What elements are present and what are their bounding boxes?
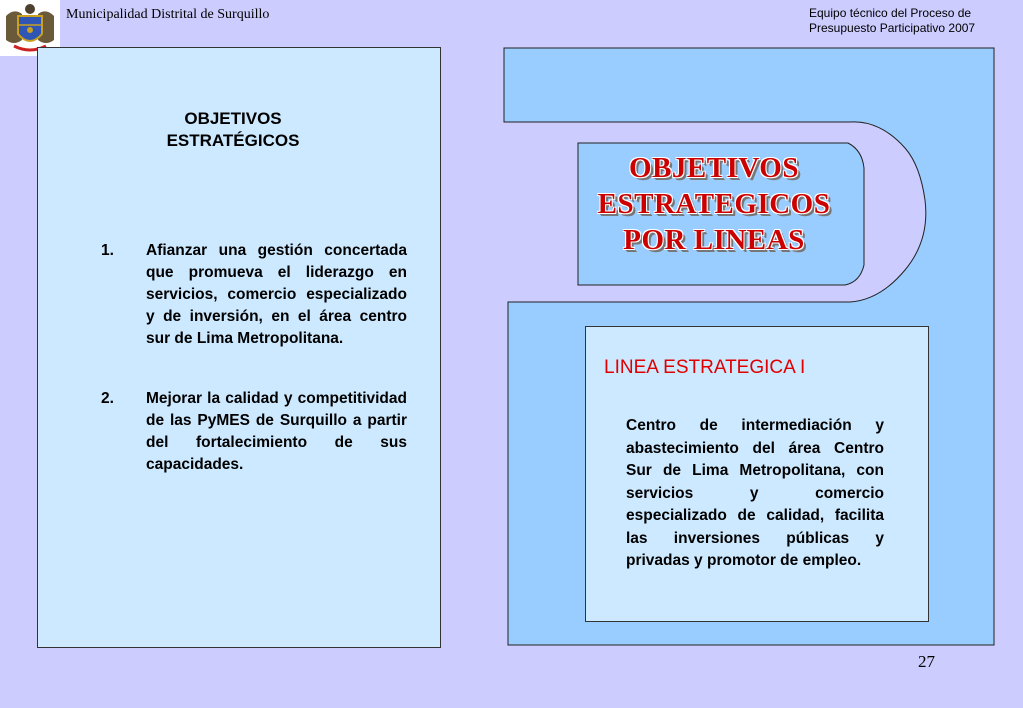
team-line-1: Equipo técnico del Proceso de — [809, 6, 972, 20]
list-item-number: 2. — [101, 390, 114, 407]
list-item-text: Afianzar una gestión concertada que promueva el liderazgo en servicios, comercio especializado y de inversión, en el área centro sur de Lima Metropolitana. — [146, 242, 407, 347]
strategic-title-line-3: POR LINEAS — [623, 224, 805, 256]
team-line-2: Presupuesto Participativo 2007 — [809, 21, 976, 35]
list-item-text: Mejorar la calidad y competitividad de las PyMES de Surquillo a partir del fortalecimiento de sus capacidades. — [146, 390, 407, 473]
strategic-lines-title — [580, 150, 848, 258]
strategic-title-line-2: ESTRATEGICOS — [597, 188, 831, 220]
objectives-title-line-2: ESTRATÉGICOS — [166, 131, 300, 150]
strategic-title-line-1: OBJETIVOS — [629, 152, 799, 184]
page-number: 27 — [918, 652, 935, 671]
org-name: Municipalidad Distrital de Surquillo — [66, 7, 270, 22]
list-item-number: 1. — [101, 242, 114, 259]
strategic-line-box — [585, 326, 929, 622]
strategic-line-text: Centro de intermediación y abastecimiento del área Centro Sur de Lima Metropolitana, con servicios y comercio especializado de calidad, facilita las inversiones públicas y privadas y promotor de empleo. — [626, 417, 884, 569]
objectives-title-line-1: OBJETIVOS — [184, 109, 282, 128]
strategic-line-title: LINEA ESTRATEGICA I — [604, 357, 806, 378]
